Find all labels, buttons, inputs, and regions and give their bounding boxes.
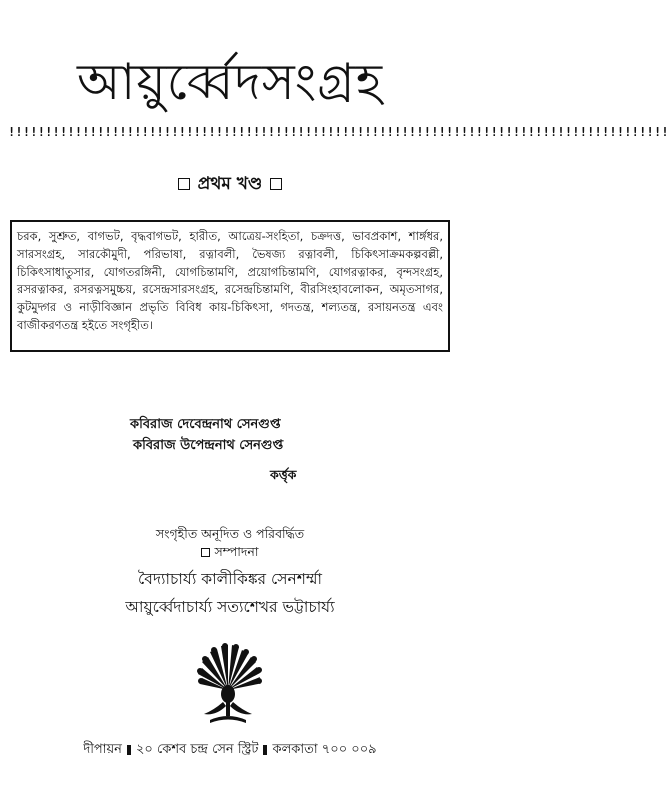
publisher-footer: [0, 740, 460, 761]
editor-text: সম্পাদনা: [214, 544, 259, 559]
exclamation-rule: !!!!!!!!!!!!!!!!!!!!!!!!!!!!!!!!!!!!!!!!!!!!!!!!!!!!!!!!!!!!!!!!!!!!!!!!!!!!!!!!!!!!!!!!!: [8, 125, 669, 139]
editors: [0, 565, 460, 621]
compiled-label: সংগৃহীত অনূদিত ও পরিবর্দ্ধিত: [155, 526, 305, 541]
publisher-city: কলকাতা ৭০০ ০০৯: [272, 742, 377, 757]
separator-bar-icon: [127, 745, 131, 755]
publisher-name: দীপায়ন: [83, 742, 122, 757]
square-bullet-icon: [201, 548, 210, 557]
square-bullet-icon: [270, 178, 282, 190]
sources-box: [10, 220, 450, 352]
by-label: কর্ত্তৃক: [270, 467, 297, 482]
separator-bar-icon: [263, 745, 267, 755]
editor-name: আয়ুর্ব্বেদাচার্য্য সত্যশেখর ভট্টাচার্য্য: [125, 598, 335, 616]
square-bullet-icon: [178, 178, 190, 190]
peacock-publisher-logo-icon: [190, 644, 266, 724]
editor-label: [0, 544, 460, 564]
book-title: আয়ুর্ব্বেদসংগ্রহ: [77, 53, 383, 111]
publisher-address: ২০ কেশব চন্দ্র সেন স্ট্রিট: [135, 742, 259, 757]
author-name: কবিরাজ দেবেন্দ্রনাথ সেনগুপ্ত: [130, 417, 281, 432]
part-text: প্রথম খণ্ড: [197, 174, 263, 194]
authors: [130, 414, 430, 456]
editor-name: বৈদ্যাচার্য্য কালীকিঙ্কর সেনশর্ম্মা: [138, 570, 322, 588]
part-label: [0, 173, 460, 195]
author-name: কবিরাজ উপেন্দ্রনাথ সেনগুপ্ত: [133, 438, 284, 453]
sources-text: চরক, সুশ্রুত, বাগভট, বৃদ্ধবাগভট, হারীত, আত্রেয়-সংহিতা, চক্রদত্ত, ভাবপ্রকাশ, শার্ঙ্গধর, সারসংগ্রহ, সারকৌমুদী, পরিভাষা, রত্নাবলী, ভৈষজ্য রত্নাবলী, চিকিৎসাক্রমকল্পবল্লী, চিকিৎসাধাতুসার, যোগতরঙ্গিনী, যোগচিন্তামণি, প্রয়োগচিন্তামণি, যোগরত্নাকর, বৃন্দসংগ্রহ, রসরত্নাকর, রসরত্নসমুচ্চয়, রসেন্দ্রসারসংগ্রহ, রসেন্দ্রচিন্তামণি, বীরসিংহাবলোকন, অমৃতসাগর, কুটমুদ্গর ও নাড়ীবিজ্ঞান প্রভৃতি বিবিধ কায়-চিকিৎসা, গদতন্ত্র, শল্যতন্ত্র, রসায়নতন্ত্র এবং বাজীকরণতন্ত্র হইতে সংগৃহীত।: [17, 229, 443, 332]
